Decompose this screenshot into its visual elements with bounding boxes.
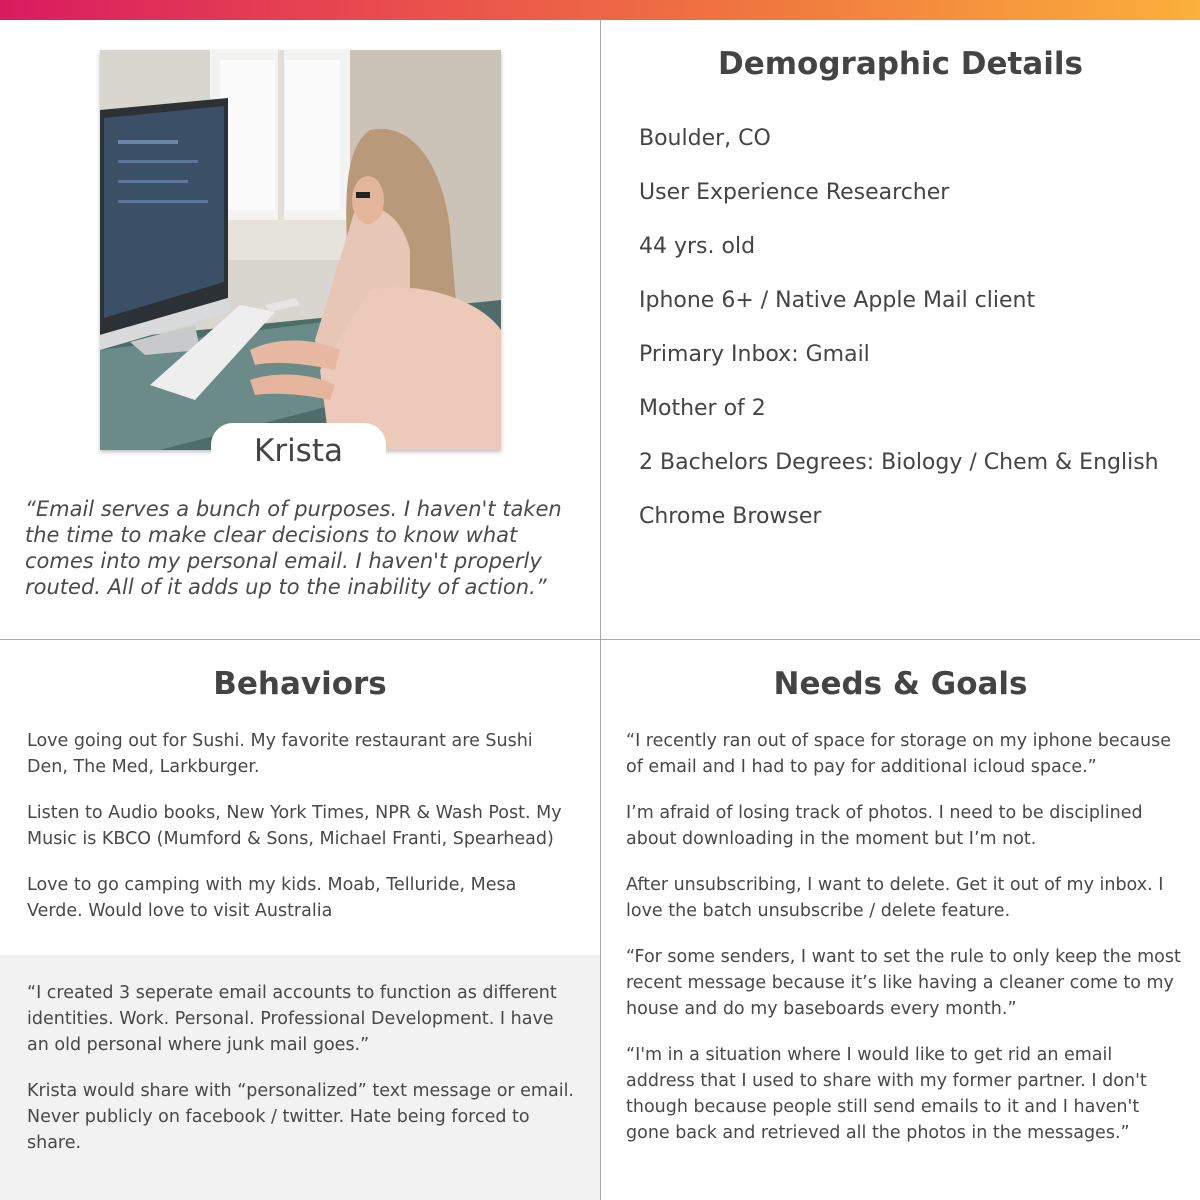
needs-goal-item: “I recently ran out of space for storage on my iphone because of email and I had to pay for additional icloud space.” [626,731,1171,777]
persona-photo [100,50,501,450]
demographic-item: Iphone 6+ / Native Apple Mail client [639,288,1036,313]
needs-goals-title: Needs & Goals [773,666,1028,702]
persona-quote: “Email serves a bunch of purposes. I haven't taken the time to make clear decisions to know what comes into my personal email. I haven't properly routed. All of it adds up to the inability of action.” [25,497,562,599]
behavior-quote-item: “I created 3 seperate email accounts to function as different identities. Work. Personal. Professional Development. I have an old personal where junk mail goes.” [27,983,557,1055]
needs-goals-section [601,640,1200,1200]
needs-goal-item: After unsubscribing, I want to delete. Get it out of my inbox. I love the batch unsubscribe / delete feature. [626,875,1164,921]
behavior-quote-item: Krista would share with “personalized” text message or email. Never publicly on facebook / twitter. Hate being forced to share. [27,1081,574,1153]
demographic-item: User Experience Researcher [639,180,950,205]
needs-goal-item: I’m afraid of losing track of photos. I need to be disciplined about downloading in the moment but I’m not. [626,803,1143,849]
demographic-list [639,124,1159,556]
persona-name: Krista [211,423,386,473]
behavior-item: Love to go camping with my kids. Moab, Telluride, Mesa Verde. Would love to visit Australia [27,875,517,921]
needs-goals-list [626,728,1186,1166]
behavior-item: Listen to Audio books, New York Times, NPR & Wash Post. My Music is KBCO (Mumford & Sons, Michael Franti, Spearhead) [27,803,562,849]
behaviors-shaded-panel [0,955,600,1200]
woman-at-computer-photo [100,50,501,450]
behaviors-shaded-list [27,980,577,1176]
behaviors-title: Behaviors [213,666,387,702]
demographic-item: 2 Bachelors Degrees: Biology / Chem & English [639,450,1159,475]
demographic-item: Primary Inbox: Gmail [639,342,870,367]
needs-goal-item: “I'm in a situation where I would like to get rid an email address that I used to share with my former partner. I don't though because people still send emails to it and I haven't gone back and retrieved all the photos in the messages.” [626,1045,1147,1143]
demographic-details-title: Demographic Details [717,46,1083,82]
demographic-item: 44 yrs. old [639,234,756,259]
header-gradient-bar [0,0,1200,20]
persona-card [0,20,600,639]
demographic-item: Chrome Browser [639,504,822,529]
behavior-item: Love going out for Sushi. My favorite restaurant are Sushi Den, The Med, Larkburger. [27,731,533,777]
demographic-item: Mother of 2 [639,396,766,421]
needs-goal-item: “For some senders, I want to set the rule to only keep the most recent message because it’s like having a cleaner come to my house and do my baseboards every month.” [626,947,1181,1019]
demographic-details-section [601,20,1200,639]
demographic-item: Boulder, CO [639,126,771,151]
behaviors-list [27,728,567,944]
behaviors-section [0,640,600,1200]
